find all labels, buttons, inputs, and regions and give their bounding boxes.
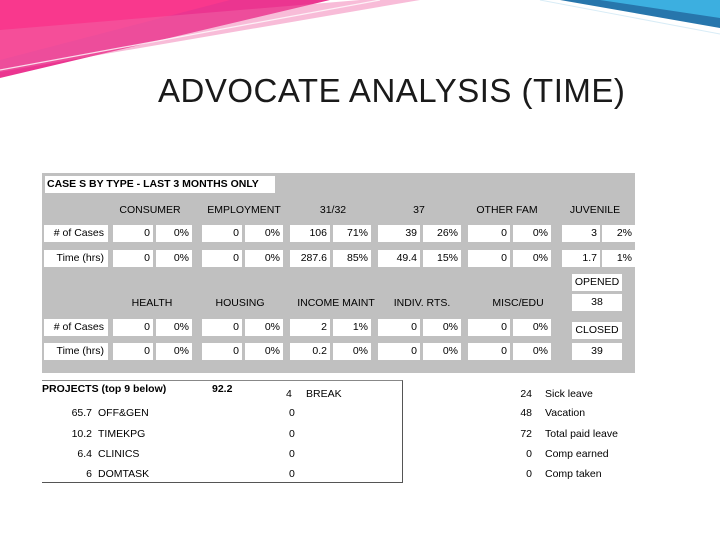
cell-misc-time: 0 [468,343,510,360]
cell-health-time-pct: 0% [156,343,192,360]
mid-value: 0 [289,428,295,440]
mid-value: 0 [289,468,295,480]
leave-value: 24 [520,388,532,400]
opened-value: 38 [572,294,622,311]
project-label: CLINICS [98,448,140,460]
project-label: DOMTASK [98,468,150,480]
cell-housing-time-pct: 0% [245,343,283,360]
cell-housing-cases-pct: 0% [245,319,283,336]
cell-indiv-cases-pct: 0% [423,319,461,336]
cell-consumer-cases: 0 [113,225,153,242]
cell-otherfam-cases-pct: 0% [513,225,551,242]
cell-health-cases: 0 [113,319,153,336]
row-label-time-top: Time (hrs) [44,250,108,267]
cell-employment-time: 0 [202,250,242,267]
mid-value: 0 [289,407,295,419]
cases-sheet [42,173,635,373]
mid-value: 4 [286,388,292,400]
leave-label: Comp earned [545,448,609,460]
leave-label: Sick leave [545,388,593,400]
cell-indiv-cases: 0 [378,319,420,336]
page-title: ADVOCATE ANALYSIS (TIME) [158,72,626,109]
cell-otherfam-time-pct: 0% [513,250,551,267]
cell-juvenile-cases: 3 [562,225,600,242]
project-label: OFF&GEN [98,407,149,419]
cell-3132-cases-pct: 71% [333,225,371,242]
cell-37-time: 49.4 [378,250,420,267]
cell-indiv-time: 0 [378,343,420,360]
projects-box [42,380,403,483]
mid-value: 0 [289,448,295,460]
header-misc-edu: MISC/EDU [492,297,544,309]
cell-3132-time: 287.6 [290,250,330,267]
cell-3132-time-pct: 85% [333,250,371,267]
cell-misc-cases: 0 [468,319,510,336]
cell-37-cases: 39 [378,225,420,242]
cell-otherfam-time: 0 [468,250,510,267]
header-indiv-rts: INDIV. RTS. [393,297,451,309]
projects-heading: PROJECTS (top 9 below) [42,383,167,395]
header-employment: EMPLOYMENT [207,204,281,216]
project-label: TIMEKPG [98,428,146,440]
header-31-32: 31/32 [319,204,347,216]
project-value: 65.7 [71,407,92,419]
cell-health-cases-pct: 0% [156,319,192,336]
cell-juvenile-cases-pct: 2% [602,225,635,242]
cell-employment-cases-pct: 0% [245,225,283,242]
opened-label: OPENED [572,274,622,291]
leave-label: Comp taken [545,468,602,480]
cell-juvenile-time: 1.7 [562,250,600,267]
leave-value: 72 [520,428,532,440]
cell-37-time-pct: 15% [423,250,461,267]
header-juvenile: JUVENILE [569,204,621,216]
leave-label: Vacation [545,407,586,419]
cell-income-time: 0.2 [290,343,330,360]
header-income-maint: INCOME MAINT [297,297,375,309]
cell-misc-time-pct: 0% [513,343,551,360]
cell-juvenile-time-pct: 1% [602,250,635,267]
cell-indiv-time-pct: 0% [423,343,461,360]
cell-income-time-pct: 0% [333,343,371,360]
leave-value: 48 [520,407,532,419]
cell-misc-cases-pct: 0% [513,319,551,336]
row-label-cases-top: # of Cases [44,225,108,242]
project-value: 10.2 [71,428,92,440]
header-housing: HOUSING [215,297,265,309]
project-value: 6 [86,468,92,480]
cell-income-cases-pct: 1% [333,319,371,336]
sheet-heading: CASE S BY TYPE - LAST 3 MONTHS ONLY [45,176,275,193]
cell-housing-time: 0 [202,343,242,360]
cell-income-cases: 2 [290,319,330,336]
projects-total: 92.2 [212,383,233,395]
header-consumer: CONSUMER [119,204,181,216]
cell-employment-cases: 0 [202,225,242,242]
leave-value: 0 [526,468,532,480]
cell-consumer-cases-pct: 0% [156,225,192,242]
leave-label: Total paid leave [545,428,618,440]
leave-value: 0 [526,448,532,460]
cell-otherfam-cases: 0 [468,225,510,242]
cell-health-time: 0 [113,343,153,360]
header-health: HEALTH [131,297,173,309]
closed-label: CLOSED [572,322,622,339]
row-label-cases-bottom: # of Cases [44,319,108,336]
row-label-time-bottom: Time (hrs) [44,343,108,360]
closed-value: 39 [572,343,622,360]
project-value: 6.4 [77,448,92,460]
cell-3132-cases: 106 [290,225,330,242]
header-other-fam: OTHER FAM [476,204,538,216]
cell-consumer-time-pct: 0% [156,250,192,267]
cell-consumer-time: 0 [113,250,153,267]
cell-employment-time-pct: 0% [245,250,283,267]
header-37: 37 [413,204,425,216]
cell-housing-cases: 0 [202,319,242,336]
cell-37-cases-pct: 26% [423,225,461,242]
mid-label: BREAK [306,388,342,400]
